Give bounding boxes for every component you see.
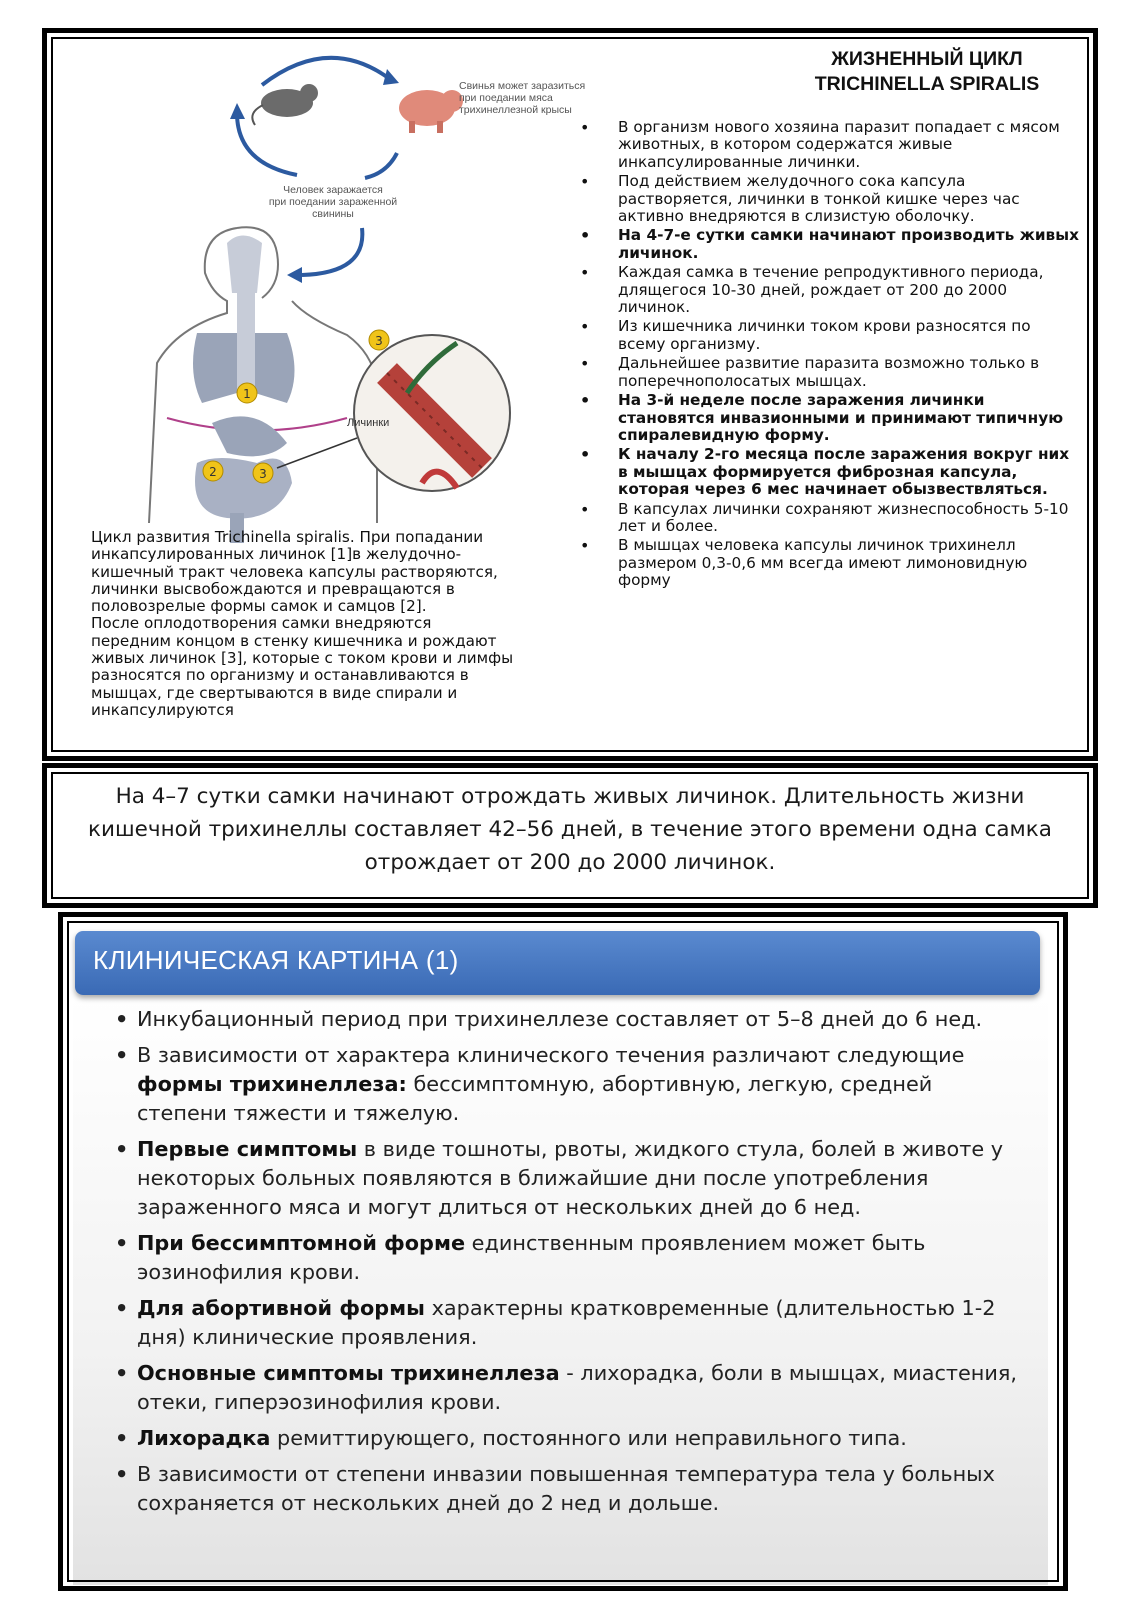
lifecycle-bullet-item: • В капсулах личинки сохраняют жизнеспособность 5-10 лет и более. xyxy=(592,501,1082,536)
lifecycle-title xyxy=(777,47,1077,97)
caption-line: Цикл развития Trichinella spiralis. При попадании xyxy=(91,528,484,546)
pig-icon xyxy=(399,90,463,133)
pig-label-1: Свинья может заразиться xyxy=(459,80,586,92)
caption-line: инкапсулированных личинок [1]в желудочно- xyxy=(91,545,462,564)
lifecycle-bullet-item: • Под действием желудочного сока капсула растворяется, личинки в тонкой кишке через час активно внедряются в слизистую оболочку. xyxy=(592,173,1082,225)
rat-icon xyxy=(252,84,318,125)
caption-line: кишечный тракт человека капсулы растворяются, xyxy=(91,562,498,581)
note-line2: кишечной трихинеллы составляет 42–56 дней, в течение этого времени одна самка xyxy=(88,817,1052,842)
clinical-slide xyxy=(58,912,1068,1591)
lifecycle-bullet-item: • На 4-7-е сутки самки начинают производить живых личинок. xyxy=(592,227,1082,262)
caption-line: мышцах, где свертываются в виде спирали и xyxy=(91,683,458,702)
marker-1-label: 1 xyxy=(243,387,251,401)
pig-label-3: трихинеллезной крысы xyxy=(459,104,572,116)
figure-caption xyxy=(91,529,591,719)
clinical-bullet-bold: Для абортивной формы xyxy=(137,1296,425,1320)
lifecycle-bullet-list xyxy=(592,119,1082,592)
lifecycle-bullet-item: • На 3-й неделе после заражения личинки становятся инвазионными и принимают типичную спиралевидную форму. xyxy=(592,392,1082,444)
larvae-label: Личинки xyxy=(347,417,390,429)
clinical-bullet-item xyxy=(125,1359,1025,1417)
lifecycle-panel xyxy=(42,28,1098,761)
cycle-arrow-top xyxy=(262,58,387,85)
caption-line: передним концом в стенку кишечника и рождают xyxy=(91,631,497,650)
clinical-bullet-item xyxy=(125,1041,1025,1128)
clinical-bullet-text: в виде тошноты, рвоты, жидкого стула, болей в животе у некоторых больных появляются в ближайшие дни после употребления зараженного мяса и могут длиться от нескольких дней до 6 нед. xyxy=(137,1137,1004,1219)
clinical-bullet-text: бессимптомную, абортивную, легкую, средней степени тяжести и тяжелую. xyxy=(137,1072,933,1125)
clinical-bullet-text: - лихорадка, боли в мышцах, миастения, отеки, гиперэозинофилия крови. xyxy=(137,1361,1018,1414)
human-label-3: свинины xyxy=(312,208,354,220)
clinical-bullet-bold: Основные симптомы трихинеллеза xyxy=(137,1361,560,1385)
caption-line: После оплодотворения самки внедряются xyxy=(91,614,432,633)
slide-body xyxy=(73,995,1048,1585)
note-line1: На 4–7 сутки самки начинают отрождать живых личинок. Длительность жизни xyxy=(115,784,1025,809)
clinical-bullet-item xyxy=(125,1135,1025,1222)
lifecycle-title-line2: TRICHINELLA SPIRALIS xyxy=(814,73,1040,95)
lifecycle-bullet-item: • К началу 2-го месяца после заражения вокруг них в мышцах формируется фиброзная капсула, которая через 6 мес начинает обызвествляться. xyxy=(592,446,1082,498)
clinical-bullet-item xyxy=(125,1460,1025,1518)
marker-2-label: 2 xyxy=(209,465,217,479)
lifecycle-bullet-item: • Каждая самка в течение репродуктивного периода, длящегося 10-30 дней, рождает от 200 до 2000 личинок. xyxy=(592,264,1082,316)
caption-line: разносятся по организму и останавливаются в xyxy=(91,666,469,685)
note-text xyxy=(61,780,1079,879)
lifecycle-bullet-item: • В мышцах человека капсулы личинок трихинелл размером 0,3-0,6 мм всегда имеют лимоновидную форму xyxy=(592,537,1082,589)
slide-title: КЛИНИЧЕСКАЯ КАРТИНА (1) xyxy=(93,945,459,975)
note-line3: отрождает от 200 до 2000 личинок. xyxy=(364,850,776,875)
clinical-bullet-bold: Первые симптомы xyxy=(137,1137,358,1161)
lifecycle-diagram xyxy=(87,43,617,543)
clinical-bullet-text: единственным проявлением может быть эозинофилия крови. xyxy=(137,1231,926,1284)
clinical-bullet-bold: Лихорадка xyxy=(137,1426,271,1450)
caption-line: половозрелые формы самок и самцов [2]. xyxy=(91,597,427,616)
clinical-bullet-text: характерны кратковременные (длительностью 1-2 дня) клинические проявления. xyxy=(137,1296,996,1349)
caption-line: личинки высвобождаются и превращаются в xyxy=(91,579,455,598)
clinical-bullet-pre: В зависимости от характера клинического течения различают следующие xyxy=(137,1043,965,1067)
marker-3a-label: 3 xyxy=(259,467,267,481)
clinical-bullet-item xyxy=(125,1229,1025,1287)
caption-line: живых личинок [3], которые с током крови и лимфы xyxy=(91,649,514,668)
clinical-bullet-item xyxy=(125,1294,1025,1352)
clinical-bullet-item xyxy=(125,1005,1025,1034)
marker-3b-label: 3 xyxy=(375,334,383,348)
slide-header xyxy=(75,931,1040,995)
clinical-bullet-bold: При бессимптомной форме xyxy=(137,1231,466,1255)
note-panel xyxy=(42,763,1098,908)
clinical-bullet-item xyxy=(125,1424,1025,1453)
cycle-arrow-down xyxy=(302,228,362,275)
lifecycle-bullet-item: • В организм нового хозяина паразит попадает с мясом животных, в котором содержатся живые инкапсулированные личинки. xyxy=(592,119,1082,171)
cycle-arrow-left xyxy=(237,113,297,175)
lifecycle-title-line1: ЖИЗНЕННЫЙ ЦИКЛ xyxy=(831,48,1023,70)
magnified-muscle-view xyxy=(354,335,510,491)
pig-label-2: при поедании мяса xyxy=(459,92,553,104)
clinical-bullet-text: Инкубационный период при трихинеллезе составляет от 5–8 дней до 6 нед. xyxy=(137,1007,983,1031)
human-label-1: Человек заражается xyxy=(283,184,383,196)
clinical-bullet-list xyxy=(125,1005,1025,1525)
human-body-icon xyxy=(149,227,377,543)
clinical-bullet-text: ремиттирующего, постоянного или неправильного типа. xyxy=(270,1426,907,1450)
lifecycle-bullet-item: • Дальнейшее развитие паразита возможно только в поперечнополосатых мышцах. xyxy=(592,355,1082,390)
clinical-bullet-bold: формы трихинеллеза: xyxy=(137,1072,407,1096)
human-label-2: при поедании зараженной xyxy=(268,196,398,208)
lifecycle-bullet-item: • Из кишечника личинки током крови разносятся по всему организму. xyxy=(592,318,1082,353)
clinical-bullet-text: В зависимости от степени инвазии повышенная температура тела у больных сохраняется от нескольких дней до 2 нед и дольше. xyxy=(137,1462,995,1515)
caption-line: инкапсулируются xyxy=(91,700,234,719)
